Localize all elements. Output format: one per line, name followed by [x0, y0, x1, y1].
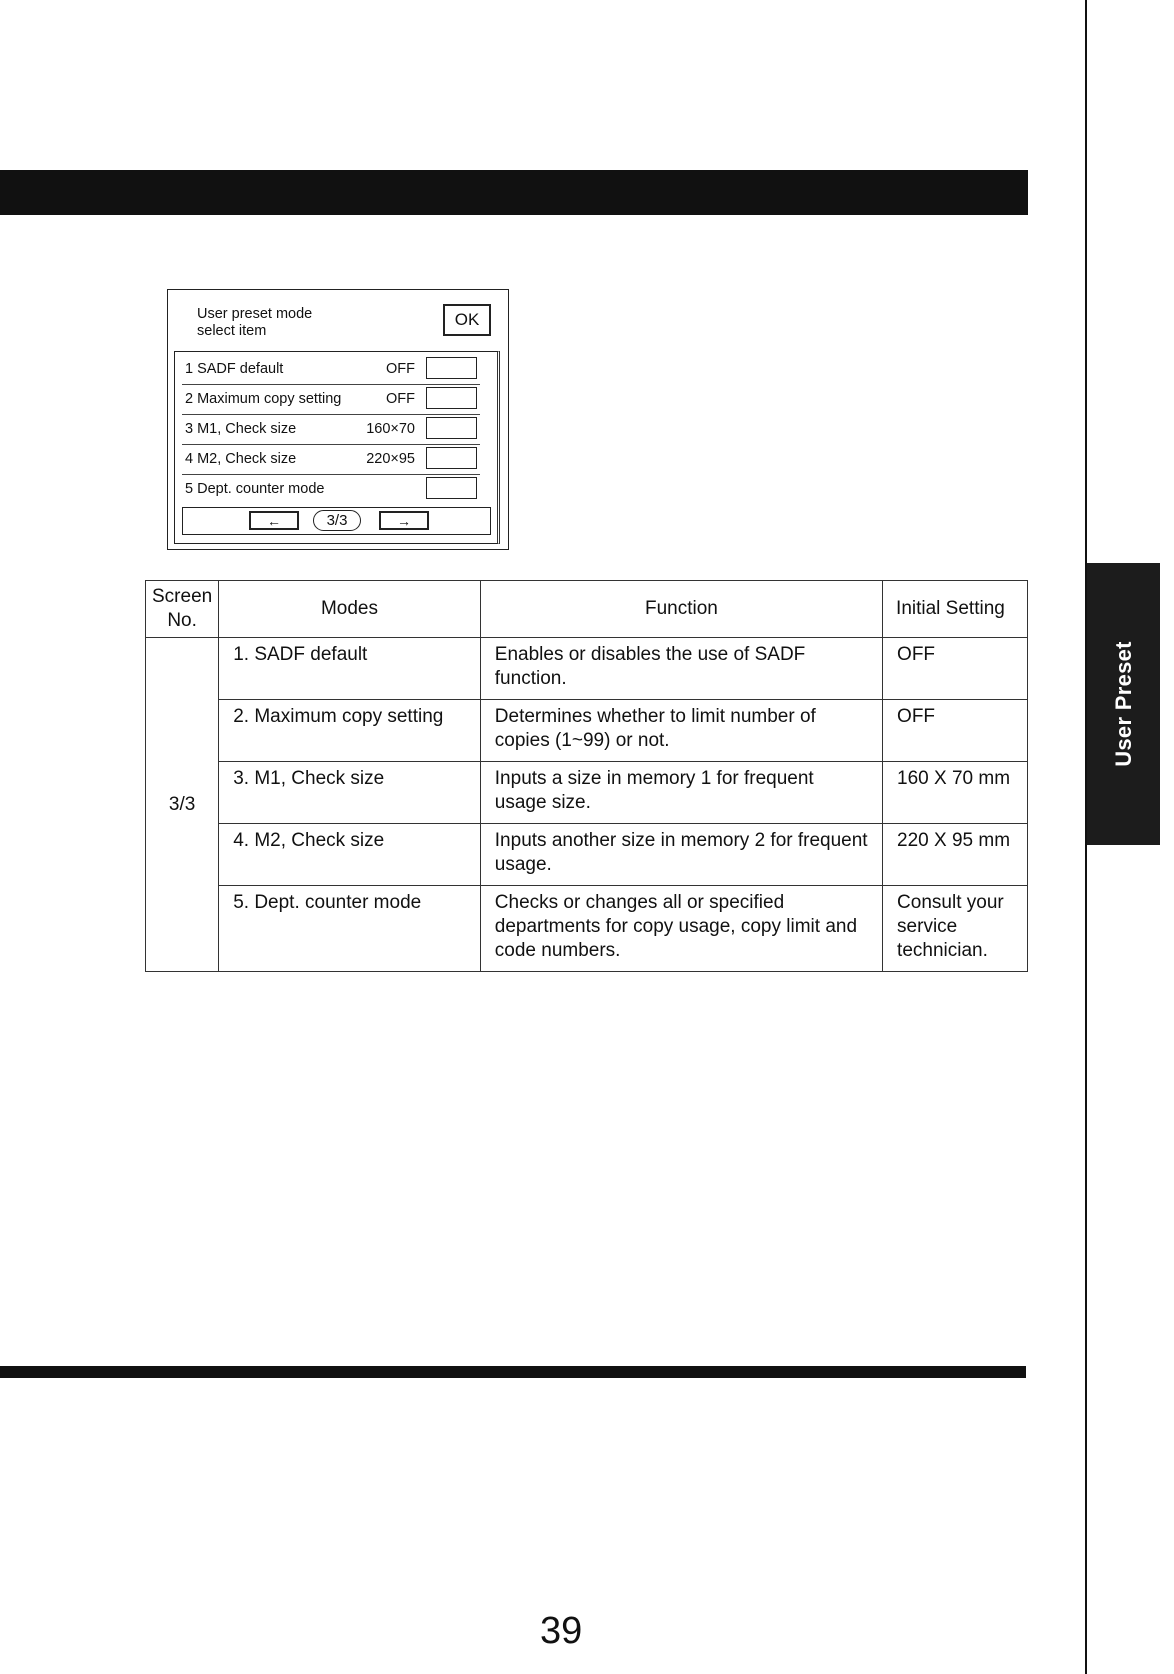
panel-item-list: [174, 351, 500, 544]
panel-item-maximum-copy-setting[interactable]: [182, 384, 480, 415]
panel-nav-bar: [182, 507, 491, 535]
lcd-panel: [167, 289, 509, 550]
panel-item-value: 160×70: [366, 421, 415, 437]
section-tab: [1087, 563, 1160, 845]
page-number: 39: [540, 1610, 583, 1652]
table-row: [146, 886, 1028, 972]
mode-cell: 5. Dept. counter mode: [219, 886, 481, 972]
footer-bar: [0, 1366, 1026, 1378]
initial-setting-cell: OFF: [883, 700, 1028, 762]
col-header-modes: Modes: [219, 581, 481, 638]
panel-item-sadf-default[interactable]: [182, 354, 480, 385]
col-header-screen-line2: No.: [167, 610, 197, 631]
panel-item-select-box[interactable]: [426, 447, 477, 469]
panel-title-line2: select item: [197, 323, 267, 339]
panel-title: [197, 306, 312, 340]
mode-cell: 2. Maximum copy setting: [219, 700, 481, 762]
col-header-screen-line1: Screen: [152, 586, 213, 607]
prev-page-button[interactable]: [249, 511, 299, 530]
next-page-button[interactable]: [379, 511, 429, 530]
panel-item-value: 220×95: [366, 451, 415, 467]
col-header-screen-no: [146, 581, 219, 638]
panel-item-m1-check-size[interactable]: [182, 414, 480, 445]
mode-cell: 4. M2, Check size: [219, 824, 481, 886]
panel-item-value: OFF: [386, 361, 415, 377]
mode-cell: 1. SADF default: [219, 638, 481, 700]
panel-item-value: OFF: [386, 391, 415, 407]
table-header-row: [146, 581, 1028, 638]
function-cell: Determines whether to limit number of copies (1~99) or not.: [480, 700, 882, 762]
panel-item-select-box[interactable]: [426, 387, 477, 409]
screen-no-cell: 3/3: [146, 638, 219, 972]
initial-setting-cell: 160 X 70 mm: [883, 762, 1028, 824]
function-cell: Inputs another size in memory 2 for frequent usage.: [480, 824, 882, 886]
table-row: [146, 700, 1028, 762]
initial-setting-cell: OFF: [883, 638, 1028, 700]
initial-setting-cell: 220 X 95 mm: [883, 824, 1028, 886]
panel-item-m2-check-size[interactable]: [182, 444, 480, 475]
mode-cell: 3. M1, Check size: [219, 762, 481, 824]
left-arrow-icon: ←: [267, 512, 281, 529]
table-row: [146, 762, 1028, 824]
panel-item-label: 1 SADF default: [185, 361, 284, 377]
panel-item-label: 2 Maximum copy setting: [185, 391, 342, 407]
right-arrow-icon: →: [397, 512, 411, 529]
function-cell: Inputs a size in memory 1 for frequent usage size.: [480, 762, 882, 824]
header-bar: [0, 170, 1028, 215]
table-row: [146, 638, 1028, 700]
panel-item-dept-counter-mode[interactable]: [182, 474, 480, 504]
table-row: [146, 824, 1028, 886]
modes-table: [145, 580, 1028, 972]
panel-item-label: 4 M2, Check size: [185, 451, 297, 467]
panel-item-select-box[interactable]: [426, 417, 477, 439]
initial-setting-cell: Consult your service technician.: [883, 886, 1028, 972]
col-header-initial-setting: Initial Setting: [883, 581, 1028, 638]
ok-button[interactable]: OK: [443, 304, 491, 336]
function-cell: Enables or disables the use of SADF function.: [480, 638, 882, 700]
panel-item-select-box[interactable]: [426, 357, 477, 379]
section-tab-label: User Preset: [1110, 641, 1136, 767]
panel-item-label: 5 Dept. counter mode: [185, 481, 325, 497]
col-header-function: Function: [480, 581, 882, 638]
page-indicator: 3/3: [313, 510, 361, 531]
panel-title-line1: User preset mode: [197, 306, 313, 322]
panel-item-label: 3 M1, Check size: [185, 421, 297, 437]
function-cell: Checks or changes all or specified departments for copy usage, copy limit and code numbers.: [480, 886, 882, 972]
panel-item-select-box[interactable]: [426, 477, 477, 499]
